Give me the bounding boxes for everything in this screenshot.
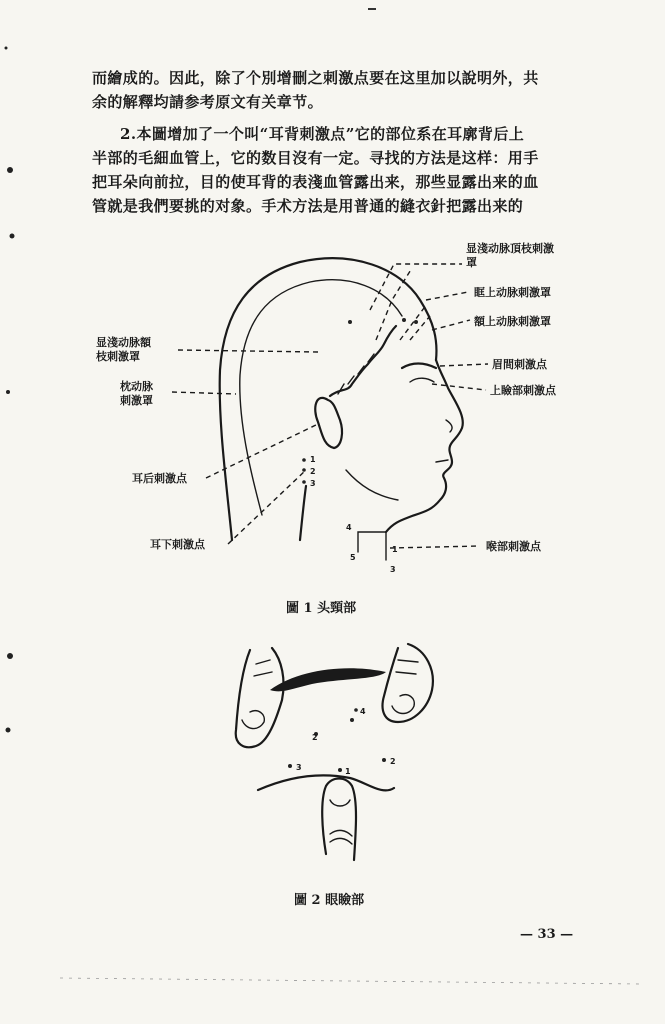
text-line: 余的解釋均請参考原文有关章节。 — [92, 93, 324, 111]
scan-artifacts — [5, 8, 641, 984]
eye — [410, 378, 434, 382]
vessel-supratrochlear — [410, 316, 430, 340]
lower-finger — [322, 779, 356, 861]
label-occipital: 枕动脉 — [120, 380, 153, 393]
neck — [300, 486, 306, 540]
page-number: — 33 — — [520, 927, 574, 942]
figure-2-eyelid — [236, 644, 433, 908]
label-occipital-2: 刺激罩 — [120, 394, 153, 407]
jaw-line — [346, 470, 398, 500]
eyebrow — [402, 364, 436, 369]
stimulation-point — [414, 320, 418, 324]
nostril — [446, 420, 452, 432]
leader-upper-eyelid — [432, 384, 486, 390]
leader-glabella — [440, 364, 488, 366]
point-number: 2 — [390, 757, 396, 766]
label-below-ear: 耳下刺激点 — [150, 538, 205, 551]
label-superficial-temporal-parietal-2: 罩 — [466, 256, 477, 269]
label-superficial-temporal-parietal: 显淺动脉頂枝刺激 — [466, 242, 554, 255]
stimulation-point — [302, 458, 306, 462]
point-number: 3 — [310, 479, 316, 488]
leader-supraorbital — [426, 292, 468, 300]
stimulation-point — [288, 764, 292, 768]
eyebrow — [270, 668, 386, 691]
leader-parietal — [370, 264, 462, 310]
label-throat: 喉部刺激点 — [486, 540, 541, 553]
point-number: 3 — [296, 763, 302, 772]
hair-braid — [330, 326, 396, 396]
stimulation-point — [348, 320, 352, 324]
figure-1-head-neck — [96, 241, 557, 616]
vessel-supraorbital — [400, 308, 424, 340]
figure-1-caption: 圖 1 头頸部 — [286, 601, 357, 616]
stimulation-point — [354, 708, 358, 712]
text-line: 而繪成的。因此，除了个別增刪之刺激点要在这里加以說明外，共 — [92, 69, 539, 87]
point-number: 2 — [310, 467, 316, 476]
stimulation-point — [350, 718, 354, 722]
point-number: 1 — [310, 455, 316, 464]
label-superficial-temporal-frontal: 显淺动脉額 — [96, 336, 151, 349]
text-line: 半部的毛細血管上，它的数目沒有一定。寻找的方法是这样：用手 — [92, 149, 539, 167]
label-glabella: 眉間刺激点 — [492, 358, 547, 371]
leader-temporal-frontal — [178, 350, 318, 352]
stimulation-point — [302, 480, 306, 484]
point-number: 2 — [312, 733, 318, 742]
point-number: 4 — [360, 707, 366, 716]
figure-2-caption: 圖 2 眼瞼部 — [294, 893, 365, 908]
stimulation-point — [302, 468, 306, 472]
leader-supratrochlear — [432, 320, 470, 330]
right-thumb — [383, 644, 433, 722]
point-number: 1 — [345, 767, 351, 776]
stimulation-point — [338, 768, 342, 772]
point-number: 4 — [346, 523, 352, 532]
stimulation-point — [402, 318, 406, 322]
stimulation-point — [382, 758, 386, 762]
text-line: 2.本圖增加了一个叫“耳背刺激点”它的部位系在耳廓背后上 — [120, 125, 525, 143]
throat-line — [358, 532, 386, 560]
label-behind-ear: 耳后刺激点 — [132, 472, 187, 485]
leader-occipital — [172, 392, 236, 394]
ear — [315, 398, 342, 448]
point-number: 1 — [392, 545, 398, 554]
text-line: 管就是我們要挑的对象。手术方法是用普通的縫衣針把露出来的 — [92, 197, 524, 215]
leader-throat — [390, 546, 480, 548]
label-superficial-temporal-frontal-2: 枝刺激罩 — [96, 350, 140, 363]
label-supratrochlear: 額上动脉刺激罩 — [474, 315, 551, 328]
point-number: 5 — [350, 553, 356, 562]
point-number: 3 — [390, 565, 396, 574]
label-upper-eyelid: 上瞼部刺激点 — [490, 384, 556, 397]
leader-below-ear — [228, 470, 306, 544]
text-line: 把耳朵向前拉，目的使耳背的表淺血管露出来，那些显露出来的血 — [92, 173, 539, 191]
mouth — [436, 460, 448, 462]
label-supraorbital: 眶上动脉刺激罩 — [474, 286, 551, 299]
